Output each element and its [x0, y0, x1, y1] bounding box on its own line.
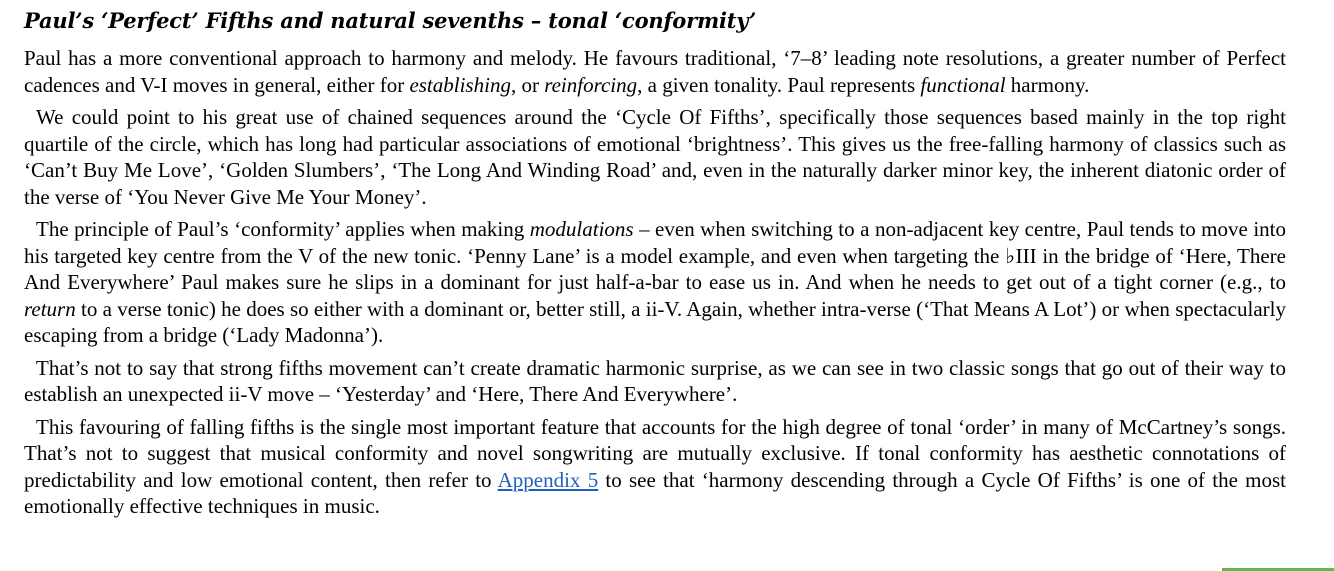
paragraph-4: That’s not to say that strong fifths movement can’t create dramatic harmonic surprise, as we can see in two classic songs that go out of their way to establish an unexpected ii-V move – ‘Yesterday’ and ‘Here, There And Everywhere’. — [24, 355, 1286, 406]
paragraph-3-text-b: – even when switching to a non-adjacent key centre, Paul tends to move into his targeted key centre from the V of the new tonic. ‘Penny Lane’ is a model example, and even when targeting the ♭III in the bridge of ‘Here, There And Everywhere’ Paul makes sure he slips in a dominant for just half-a-bar to ease us in. And when he needs to get out of a tight corner (e.g., to — [24, 217, 1286, 294]
section-heading: Paul’s ‘Perfect’ Fifths and natural sevenths – tonal ‘conformity’ — [24, 8, 757, 33]
emphasis-return: return — [24, 296, 76, 321]
paragraph-1-text-d: harmony. — [1005, 72, 1090, 97]
paragraph-3-text-c: to a verse tonic) he does so either with a dominant or, better still, a ii-V. Again, whether intra-verse (‘That Means A Lot’) or when spectacularly escaping from a bridge (‘Lady Madonna’). — [24, 296, 1286, 347]
paragraph-1-text-a: Paul has a more conventional approach to harmony and melody. He favours traditional, ‘7–8’ leading note resolutions, a greater number of Perfect cadences and V-I moves in general, either for — [24, 46, 1286, 97]
paragraph-5-text-b: to see that ‘harmony descending through a Cycle Of Fifths’ is one of the most emotionally effective techniques in music. — [24, 467, 1286, 518]
paragraph-1-text-c: , a given tonality. Paul represents — [637, 72, 921, 97]
emphasis-reinforcing: reinforcing — [544, 72, 638, 97]
paragraph-2: We could point to his great use of chained sequences around the ‘Cycle Of Fifths’, specifically those sequences based mainly in the top right quartile of the circle, which has long had particular associations of emotional ‘brightness’. This gives us the free-falling harmony of classics such as ‘Can’t Buy Me Love’, ‘Golden Slumbers’, ‘The Long And Winding Road’ and, even in the naturally darker minor key, the inherent diatonic order of the verse of ‘You Never Give Me Your Money’. — [24, 105, 1286, 209]
paragraph-1-text-b: , or — [510, 72, 545, 97]
emphasis-modulations: modulations — [529, 217, 634, 241]
appendix-5-link[interactable]: Appendix 5 — [497, 467, 599, 492]
document-page — [24, 0, 1286, 520]
paragraph-3-text-a: The principle of Paul’s ‘conformity’ applies when making — [36, 217, 530, 241]
paragraph-5 — [24, 414, 1286, 520]
paragraph-1 — [24, 45, 1286, 98]
emphasis-establishing: establishing — [409, 72, 511, 97]
emphasis-functional: functional — [920, 72, 1006, 97]
paragraph-5-text-a: This favouring of falling fifths is the single most important feature that accounts for the high degree of tonal ‘order’ in many of McCartney’s songs. That’s not to suggest that musical conformity and novel songwriting are mutually exclusive. If tonal conformity has aesthetic connotations of predictability and low emotional content, then refer to — [24, 414, 1286, 492]
paragraph-3 — [24, 216, 1286, 349]
